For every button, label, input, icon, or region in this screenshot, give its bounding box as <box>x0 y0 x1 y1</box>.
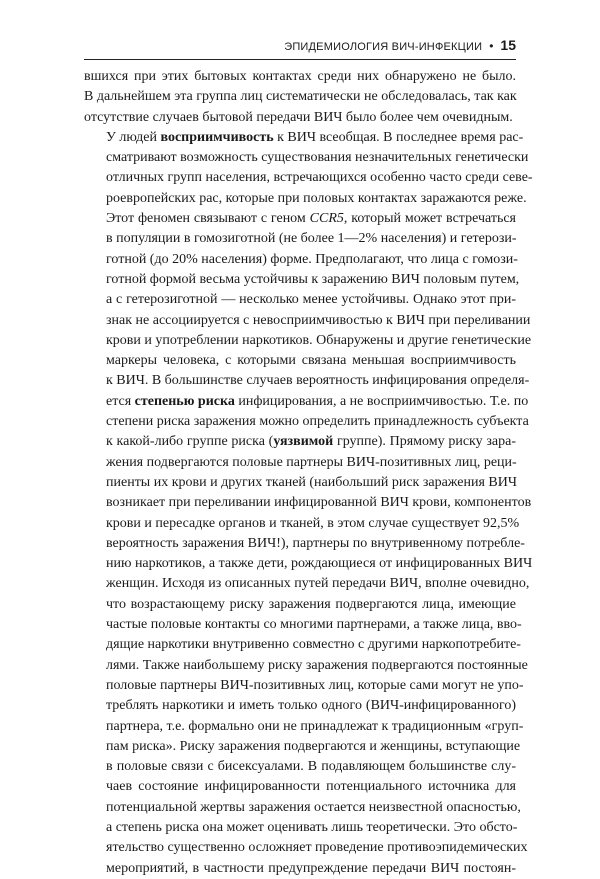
paragraph-1 <box>84 67 516 128</box>
text-line: к ВИЧ. В большинстве случаев вероятность инфицирования определя- <box>106 373 530 389</box>
text-line: треблять наркотики и иметь только одного (ВИЧ-инфицированного) <box>106 698 516 714</box>
text-line: У людей восприимчивость к ВИЧ всеобщая. В последнее время рас- <box>106 129 524 145</box>
text-line: степени риска заражения можно определить принадлежность субъекта <box>106 414 529 430</box>
text-line: готной (до 20% населения) форме. Предполагают, что лица с гомози- <box>106 251 518 267</box>
text-line: вшихся при этих бытовых контактах среди них обнаружено не было. <box>84 69 516 84</box>
text-line: в популяции в гомозиготной (не более 1—2% населения) и гетерози- <box>106 231 517 247</box>
text-line: отличных групп населения, встречающихся особенно часто среди севе- <box>106 170 533 186</box>
paragraph-2 <box>84 128 533 879</box>
text-line: партнера, т.е. формально они не принадлежат к традиционным «груп- <box>106 718 524 734</box>
header-separator: • <box>489 39 494 53</box>
text-line: лями. Также наибольшему риску заражения подвергаются постоянные <box>106 657 528 673</box>
text-line: пам риска». Риску заражения подвергаются и женщины, вступающие <box>106 738 521 754</box>
text-line: потенциальной жертвы заражения остается неизвестной опасностью, <box>106 799 521 815</box>
text-line: готной формой весьма устойчивы к заражению ВИЧ половым путем, <box>106 271 520 287</box>
text-line: крови и употреблении наркотиков. Обнаружены и другие генетические <box>106 332 532 348</box>
text-line: роевропейских рас, которые при половых контактах заражаются реже. <box>106 190 527 206</box>
text-line: сматривают возможность существования незначительных генетически <box>106 150 529 166</box>
text-line: вероятность заражения ВИЧ!), партнеры по внутривенному потребле- <box>106 535 525 551</box>
running-header-title: ЭПИДЕМИОЛОГИЯ ВИЧ-ИНФЕКЦИИ <box>284 41 483 53</box>
text-line: а степень риска она может оценивать лишь теоретически. Это обсто- <box>106 819 518 835</box>
term-risk-degree: степенью риска <box>134 393 235 409</box>
term-vulnerable: уязвимой <box>273 434 334 450</box>
text-line: пиенты их крови и других тканей (наибольший риск заражения ВИЧ <box>106 474 517 490</box>
text-line: жения подвергаются половые партнеры ВИЧ-позитивных лиц, реци- <box>106 454 517 470</box>
text-line: ятельство существенно осложняет проведение противоэпидемических <box>106 840 528 856</box>
text-line: В дальнейшем эта группа лиц систематически не обследовалась, так как <box>84 89 517 105</box>
body-text <box>84 67 533 879</box>
text-line: знак не ассоциируется с невосприимчивостью к ВИЧ при переливании <box>106 312 531 328</box>
header-rule <box>84 59 516 60</box>
text-line: к какой-либо группе риска (уязвимой группе). Прямому риску зара- <box>106 434 516 450</box>
text-line: отсутствие случаев бытовой передачи ВИЧ было более чем очевидным. <box>84 109 513 125</box>
text-line: крови и пересадке органов и тканей, в этом случае существует 92,5% <box>106 515 520 531</box>
term-susceptibility: восприимчивость <box>160 129 274 145</box>
text-line: женщин. Исходя из описанных путей передачи ВИЧ, вполне очевидно, <box>106 576 530 592</box>
text-line: возникает при переливании инфицированной ВИЧ крови, компонентов <box>106 495 532 511</box>
text-line: Этот феномен связывают с геном CCR5, который может встречаться <box>106 211 516 227</box>
gene-name: CCR5 <box>309 211 344 227</box>
text-line: нию наркотиков, а также дети, рождающиеся от инфицированных ВИЧ <box>106 556 533 572</box>
text-line: дящие наркотики внутривенно совместно с другими наркопотребите- <box>106 637 521 653</box>
text-line: половые партнеры ВИЧ-позитивных лиц, которые сами могут не упо- <box>106 677 524 693</box>
running-header <box>84 37 516 53</box>
text-line: ется степенью риска инфицирования, а не восприимчивостью. Т.е. по <box>106 393 529 409</box>
text-line: а с гетерозиготной — несколько менее устойчивы. Однако этот при- <box>106 292 516 308</box>
page-number: 15 <box>500 37 516 53</box>
text-line: что возрастающему риску заражения подвергаются лица, имеющие <box>106 596 516 612</box>
text-line: в половые связи с бисексуалами. В подавляющем большинстве слу- <box>106 759 516 775</box>
text-line: мероприятий, в частности предупреждение передачи ВИЧ постоян- <box>106 860 516 876</box>
text-line: маркеры человека, с которыми связана меньшая восприимчивость <box>106 353 516 369</box>
text-line: частые половые контакты со многими партнерами, а также лица, вво- <box>106 617 522 633</box>
text-line: чаев состояние инфицированности потенциального источника для <box>106 779 516 795</box>
